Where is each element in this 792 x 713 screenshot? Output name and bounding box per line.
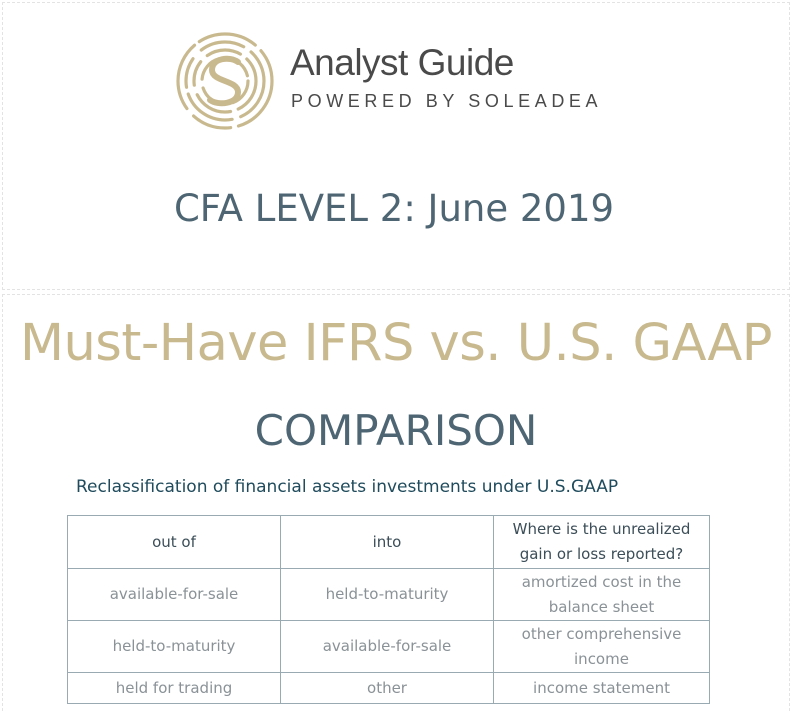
table-heading: Reclassification of financial assets investments under U.S.GAAP xyxy=(76,477,619,497)
cell-out-of: available-for-sale xyxy=(68,569,281,621)
cell-reported: other comprehensive income xyxy=(494,621,710,673)
header-reported: Where is the unrealized gain or loss reported? xyxy=(494,516,710,569)
header-out-of: out of xyxy=(68,516,281,569)
header-into: into xyxy=(281,516,494,569)
cell-out-of: held for trading xyxy=(68,673,281,704)
document-title: Must-Have IFRS vs. U.S. GAAP xyxy=(19,314,773,373)
table-row xyxy=(68,569,710,621)
table-row xyxy=(68,673,710,704)
cell-into: other xyxy=(281,673,494,704)
cell-reported: income statement xyxy=(494,673,710,704)
cell-out-of: held-to-maturity xyxy=(68,621,281,673)
document-subtitle: COMPARISON xyxy=(254,406,538,455)
table-header-row xyxy=(68,516,710,569)
brand-tagline: POWERED BY SOLEADEA xyxy=(291,91,603,111)
table-row xyxy=(68,621,710,673)
cell-into: available-for-sale xyxy=(281,621,494,673)
cell-into: held-to-maturity xyxy=(281,569,494,621)
brand-name: Analyst Guide xyxy=(290,42,514,83)
cell-reported: amortized cost in the balance sheet xyxy=(494,569,710,621)
reclassification-table xyxy=(67,515,710,704)
exam-title: CFA LEVEL 2: June 2019 xyxy=(173,187,615,230)
maze-s-circle-logo-icon xyxy=(172,30,278,132)
